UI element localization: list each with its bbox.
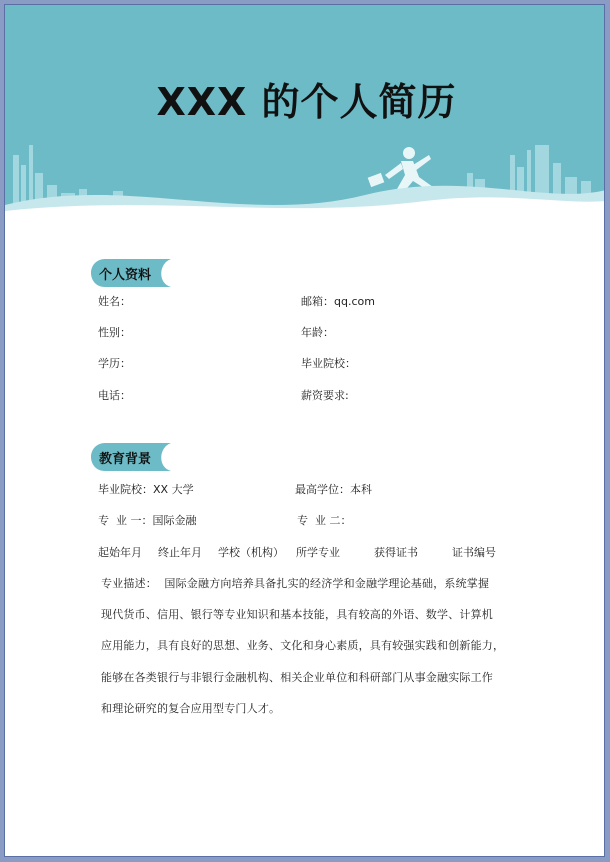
column-major: 所学专业 [296,546,340,559]
description-line: 应用能力，具有良好的思想、业务、文化和身心素质，具有较强实践和创新能力， [101,639,505,652]
description-line: 和理论研究的复合应用型专门人才。 [101,702,281,715]
column-school: 学校（机构） [218,546,284,559]
section-tab-personal [91,259,171,287]
section-heading: 个人资料 [99,268,152,283]
email-field: 邮箱：qq.com [301,295,375,308]
resume-page [4,4,605,857]
description-line: 能够在各类银行与非银行金融机构、相关企业单位和科研部门从事金融实际工作 [101,671,493,684]
phone-field: 电话： [98,389,131,402]
section-heading: 教育背景 [99,452,152,467]
description-line: 专业描述： 国际金融方向培养具备扎实的经济学和金融学理论基础，系统掌握 [101,577,490,590]
column-end-date: 终止年月 [158,546,202,559]
column-certificate: 获得证书 [374,546,418,559]
degree-field: 最高学位：本科 [295,483,372,496]
education-field: 学历： [98,357,131,370]
major-two-field: 专 业 二： [297,514,352,527]
section-tab-education [91,443,171,471]
column-start-date: 起始年月 [98,546,142,559]
resume-title: XXX 的个人简历 [156,80,457,124]
column-cert-number: 证书编号 [452,546,496,559]
school-field: 毕业院校： [301,357,356,370]
name-field: 姓名： [98,295,131,308]
major-one-field: 专 业 一：国际金融 [98,514,197,527]
salary-field: 薪资要求: [301,389,349,402]
edu-school-field: 毕业院校：XX 大学 [98,483,194,496]
age-field: 年龄： [301,326,334,339]
gender-field: 性别： [98,326,131,339]
description-line: 现代货币、信用、银行等专业知识和基本技能，具有较高的外语、数学、计算机 [101,608,493,621]
header-banner [5,5,605,217]
